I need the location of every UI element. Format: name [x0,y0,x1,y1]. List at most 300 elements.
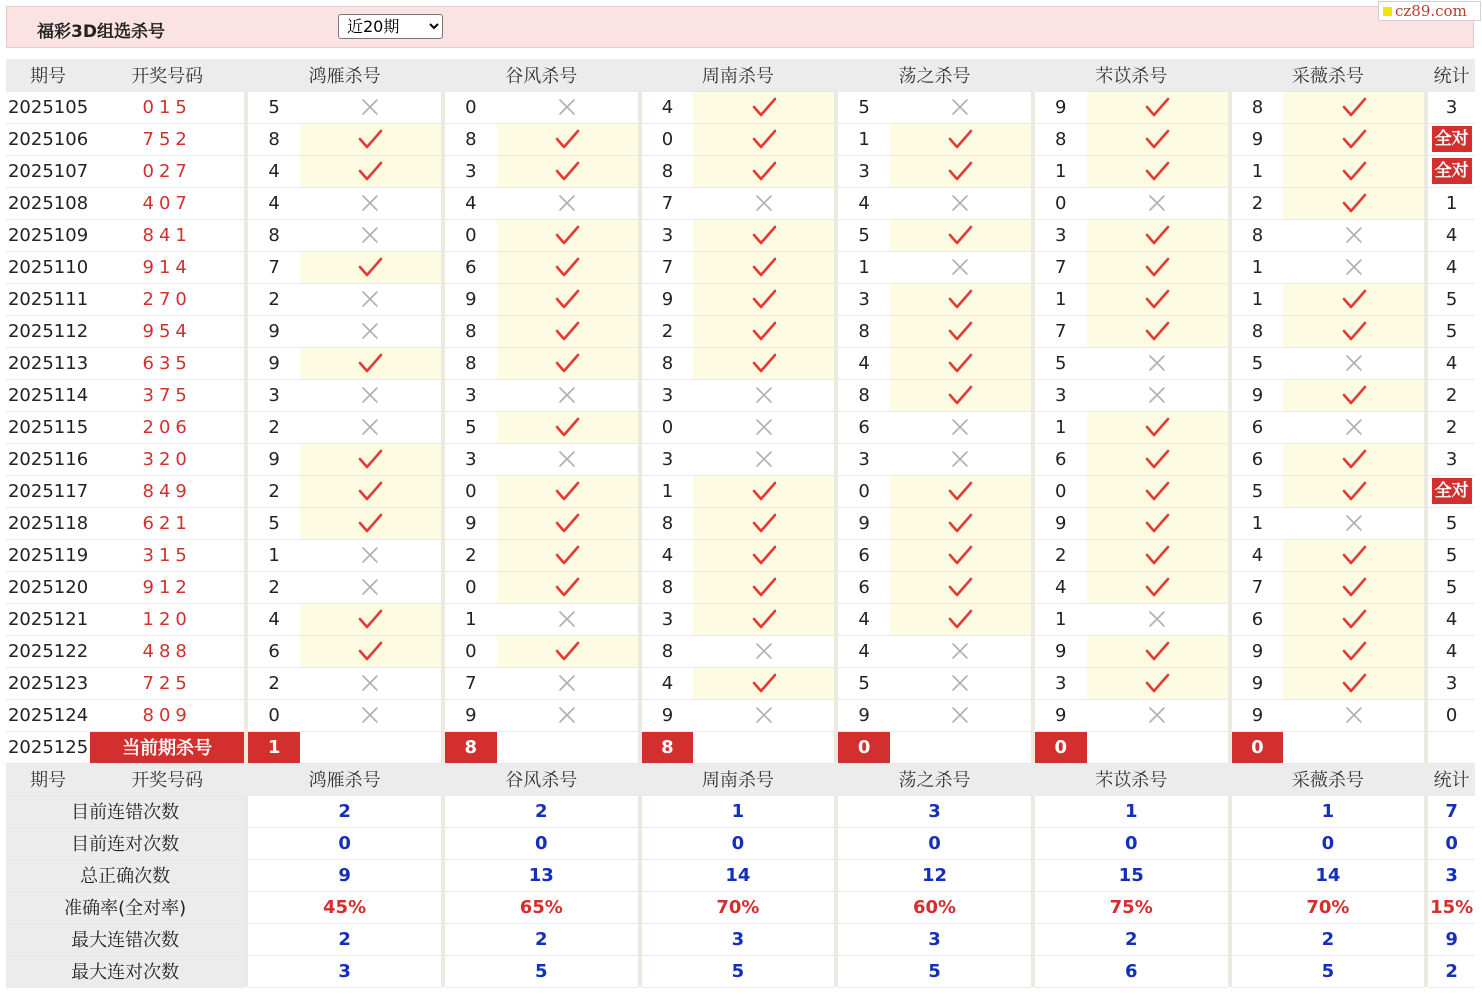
result-cell [890,571,1031,603]
summary-value-cell [642,795,835,827]
kill-number-cell [838,283,890,315]
kill-number-cell [445,155,497,187]
result-cell [1087,283,1228,315]
kill-number-cell [1035,91,1087,123]
draw-number-cell [90,379,244,411]
cross-icon [554,192,580,214]
kill-number: 1 [661,480,674,502]
summary-label: 目前连对次数 [71,834,180,855]
period-cell [6,155,90,187]
hit-count: 2 [1445,416,1458,438]
kill-number: 9 [858,704,870,726]
period-cell [6,347,90,379]
check-icon [357,480,383,502]
col-header-expert [445,763,638,795]
cross-icon [751,192,777,214]
kill-number: 9 [465,512,477,534]
result-cell [1087,91,1228,123]
result-cell [300,379,441,411]
kill-number-cell [1232,443,1284,475]
col-header-label: 开奖号码 [131,770,204,791]
check-icon [1341,384,1367,406]
cross-icon [357,96,383,118]
result-cell [300,411,441,443]
cross-icon [357,320,383,342]
col-header-label: 荡之杀号 [898,770,971,791]
stat-cell [1428,91,1475,123]
current-kill-number: 1 [267,736,281,758]
period-cell [6,283,90,315]
check-icon [1341,288,1367,310]
current-kill-number-cell [1232,731,1284,763]
cross-icon [1144,384,1170,406]
period-cell [6,411,90,443]
kill-number: 1 [1251,512,1264,534]
summary-value-cell [642,923,835,955]
summary-value-cell [445,955,638,987]
kill-number-cell [248,155,300,187]
table-row [6,635,1475,667]
table-row [6,379,1475,411]
result-cell [300,123,441,155]
draw-number-cell [90,91,244,123]
summary-value-cell [248,891,441,923]
draw-number-cell [90,667,244,699]
kill-number-cell [1232,187,1284,219]
summary-value: 70% [716,896,760,918]
current-kill-label [90,731,244,763]
result-cell [1087,411,1228,443]
result-cell [1087,123,1228,155]
kill-number: 2 [1251,192,1264,214]
kill-number-cell [838,251,890,283]
result-cell [497,251,638,283]
kill-number-cell [445,667,497,699]
summary-row [6,891,1475,923]
summary-value-cell [248,955,441,987]
check-icon [1144,320,1170,342]
table-row [6,443,1475,475]
result-cell [693,443,834,475]
draw-number-cell [90,699,244,731]
result-cell [1283,443,1424,475]
kill-number: 3 [465,448,477,470]
result-cell [1087,155,1228,187]
kill-number-cell [642,123,694,155]
summary-value: 12 [922,864,948,886]
period-number: 2025109 [7,224,89,246]
current-kill-number: 0 [857,736,871,758]
result-cell [1087,635,1228,667]
draw-number-cell [90,507,244,539]
period-range-select[interactable] [338,14,443,39]
kill-number-cell [838,91,890,123]
result-cell [497,539,638,571]
result-cell [1283,539,1424,571]
summary-stat-cell [1428,955,1475,987]
kill-number-cell [642,155,694,187]
summary-value-cell [642,891,835,923]
kill-number: 3 [858,448,870,470]
summary-label-cell [6,827,244,859]
kill-number: 0 [1055,480,1067,502]
draw-number: 027 [142,160,192,182]
kill-number-cell [248,347,300,379]
kill-number-cell [1232,571,1284,603]
result-cell [1283,507,1424,539]
result-cell [497,699,638,731]
kill-number-cell [1035,251,1087,283]
table-row [6,411,1475,443]
hit-count: 0 [1445,704,1458,726]
draw-number: 912 [142,576,192,598]
table-row [6,251,1475,283]
check-icon [1144,672,1170,694]
check-icon [554,288,580,310]
kill-number: 3 [858,160,870,182]
cross-icon [751,704,777,726]
period-number: 2025107 [7,160,89,182]
kill-number: 5 [858,224,870,246]
kill-number: 6 [1251,448,1264,470]
result-cell [1283,91,1424,123]
col-header-label: 谷风杀号 [505,770,578,791]
result-cell [497,123,638,155]
kill-number: 0 [465,640,477,662]
kill-number: 6 [1055,448,1067,470]
check-icon [357,128,383,150]
result-cell [1283,571,1424,603]
result-cell [693,219,834,251]
hit-count: 4 [1445,608,1458,630]
summary-value-cell [1232,859,1425,891]
col-header-expert [445,59,638,91]
summary-value-cell [248,923,441,955]
stat-cell [1428,347,1475,379]
kill-number-cell [642,667,694,699]
table-header-row [6,59,1475,91]
check-icon [947,160,973,182]
kill-number: 7 [268,256,280,278]
stat-cell [1428,219,1475,251]
check-icon [751,544,777,566]
kill-number-cell [1232,667,1284,699]
hit-count: 5 [1445,544,1458,566]
period-number: 2025114 [7,384,89,406]
cross-icon [1144,608,1170,630]
summary-value-cell [445,827,638,859]
kill-number-cell [248,603,300,635]
cross-icon [554,672,580,694]
result-cell [1283,187,1424,219]
kill-number: 8 [661,352,674,374]
result-cell [1087,315,1228,347]
draw-number-cell [90,155,244,187]
summary-value: 2 [338,800,351,822]
result-cell [1087,507,1228,539]
summary-value-cell [1035,891,1228,923]
result-cell [1283,315,1424,347]
kill-number-cell [445,315,497,347]
kill-number-cell [1232,539,1284,571]
draw-number: 315 [142,544,192,566]
kill-number-cell [445,507,497,539]
kill-number: 5 [465,416,477,438]
check-icon [1341,320,1367,342]
table-row [6,283,1475,315]
draw-number: 725 [142,672,192,694]
kill-number: 8 [465,352,477,374]
kill-number-cell [1035,283,1087,315]
summary-value-cell [1035,859,1228,891]
cross-icon [751,640,777,662]
result-cell [300,475,441,507]
kill-number-cell [1232,123,1284,155]
kill-number-cell [445,635,497,667]
summary-value: 65% [519,896,563,918]
cross-icon [357,416,383,438]
period-cell [6,379,90,411]
summary-label-cell [6,955,244,987]
kill-number: 9 [1251,672,1264,694]
check-icon [554,512,580,534]
check-icon [751,224,777,246]
kill-number: 7 [1055,256,1067,278]
kill-number-cell [445,187,497,219]
current-kill-label-text: 当前期杀号 [122,738,213,759]
kill-number: 2 [268,416,280,438]
summary-value-cell [838,795,1031,827]
kill-number-cell [1035,571,1087,603]
col-header-label: 期号 [30,65,67,87]
kill-number-cell [248,219,300,251]
hit-count: 3 [1445,672,1458,694]
current-kill-number: 0 [1054,736,1068,758]
summary-value: 0 [731,832,745,854]
summary-value-cell [445,795,638,827]
result-cell [300,699,441,731]
result-cell [300,507,441,539]
stat-cell [1428,603,1475,635]
summary-value-cell [838,827,1031,859]
summary-value-cell [1232,891,1425,923]
kill-number-cell [248,283,300,315]
result-cell-empty [1087,731,1228,763]
stat-cell [1428,507,1475,539]
kill-number-cell [248,411,300,443]
result-cell [890,91,1031,123]
kill-number: 5 [1251,352,1264,374]
cross-icon [1144,704,1170,726]
result-cell [1283,635,1424,667]
kill-number-cell [642,251,694,283]
result-cell-empty [300,731,441,763]
cross-icon [357,224,383,246]
summary-value-cell [838,923,1031,955]
kill-number-cell [1035,411,1087,443]
summary-value-cell [445,891,638,923]
kill-number: 9 [268,448,280,470]
check-icon [1144,576,1170,598]
current-period-row [6,731,1475,763]
check-icon [751,96,777,118]
kill-number: 7 [661,256,674,278]
table-row [6,507,1475,539]
summary-value: 14 [725,864,751,886]
check-icon [947,128,973,150]
kill-number: 1 [1055,160,1067,182]
check-icon [1341,480,1367,502]
kill-number: 5 [268,96,280,118]
kill-number-cell [1232,475,1284,507]
kill-number: 4 [858,192,870,214]
draw-number-cell [90,347,244,379]
check-icon [751,160,777,182]
check-icon [947,288,973,310]
hit-count: 4 [1445,256,1458,278]
stat-cell-empty [1428,731,1475,763]
result-cell [1087,187,1228,219]
kill-number: 9 [1251,384,1264,406]
kill-number: 1 [1055,288,1067,310]
col-header-expert [1035,763,1228,795]
kill-number-cell [1232,411,1284,443]
all-right-badge: 全对 [1432,158,1472,184]
check-icon [947,384,973,406]
stat-cell [1428,379,1475,411]
check-icon [751,256,777,278]
kill-number: 4 [661,544,674,566]
result-cell [497,283,638,315]
kill-number: 8 [268,128,280,150]
col-header-label: 周南杀号 [701,65,774,87]
check-icon [357,160,383,182]
kill-number: 8 [858,384,870,406]
kill-number: 8 [661,640,674,662]
kill-number-cell [838,539,890,571]
kill-number-cell [1232,315,1284,347]
kill-number: 2 [661,320,674,342]
all-right-badge: 全对 [1432,478,1472,504]
draw-number: 120 [142,608,192,630]
kill-number-cell [1035,219,1087,251]
result-cell [890,699,1031,731]
kill-number-cell [248,379,300,411]
stat-cell [1428,635,1475,667]
cross-icon [947,672,973,694]
kill-number: 8 [1251,320,1264,342]
brand-logo-link[interactable] [1378,1,1481,21]
summary-stat-cell [1428,859,1475,891]
col-header-period [6,59,90,91]
kill-number: 2 [268,576,280,598]
check-icon [1144,480,1170,502]
summary-value-cell [248,827,441,859]
kill-number-cell [642,699,694,731]
result-cell [890,251,1031,283]
col-header-label: 芣苡杀号 [1095,65,1168,87]
period-cell [6,123,90,155]
result-cell [300,443,441,475]
cross-icon [947,192,973,214]
period-cell [6,667,90,699]
summary-value: 5 [928,960,941,982]
kill-number-cell [1035,315,1087,347]
result-cell [1087,699,1228,731]
kill-number: 4 [858,608,870,630]
kill-number: 6 [268,640,280,662]
summary-label-cell [6,859,244,891]
result-cell [1087,667,1228,699]
kill-number: 9 [1055,512,1067,534]
cross-icon [357,544,383,566]
result-cell [1283,667,1424,699]
cross-icon [1341,512,1367,534]
kill-number-cell [248,507,300,539]
kill-number: 3 [661,448,674,470]
kill-number: 1 [268,544,280,566]
summary-stat-value: 9 [1445,928,1458,950]
hit-count: 4 [1445,224,1458,246]
col-header-label: 开奖号码 [131,65,204,87]
period-cell [6,507,90,539]
kill-number: 7 [465,672,477,694]
result-cell [890,603,1031,635]
summary-value: 0 [338,832,351,854]
result-cell [890,219,1031,251]
kill-number: 8 [465,320,477,342]
kill-number: 3 [1055,384,1067,406]
summary-value: 3 [731,928,745,950]
check-icon [751,320,777,342]
kill-number: 9 [1251,128,1264,150]
result-cell [300,187,441,219]
col-header-period [6,763,90,795]
kill-number: 1 [1251,160,1264,182]
check-icon [357,256,383,278]
kill-number-cell [248,251,300,283]
kill-number-cell [445,219,497,251]
col-header-label: 统计 [1433,770,1470,791]
check-icon [947,480,973,502]
col-header-label: 周南杀号 [701,770,774,791]
kill-number: 4 [268,192,280,214]
result-cell [693,379,834,411]
period-number: 2025123 [7,672,89,694]
period-cell [6,539,90,571]
kill-number: 7 [1055,320,1067,342]
result-cell [1283,155,1424,187]
check-icon [751,576,777,598]
kill-number: 8 [661,512,674,534]
kill-number-cell [642,539,694,571]
summary-value: 1 [1124,800,1138,822]
kill-number-cell [642,283,694,315]
result-cell [1087,475,1228,507]
result-cell [497,667,638,699]
kill-number: 7 [661,192,674,214]
summary-value: 70% [1306,896,1350,918]
kill-number-cell [1232,699,1284,731]
kill-number-cell [838,635,890,667]
period-number: 2025117 [7,480,89,502]
result-cell [497,411,638,443]
check-icon [554,640,580,662]
kill-number: 0 [1055,192,1067,214]
draw-number: 206 [142,416,192,438]
kill-number: 2 [1055,544,1067,566]
kill-number-cell [1035,699,1087,731]
